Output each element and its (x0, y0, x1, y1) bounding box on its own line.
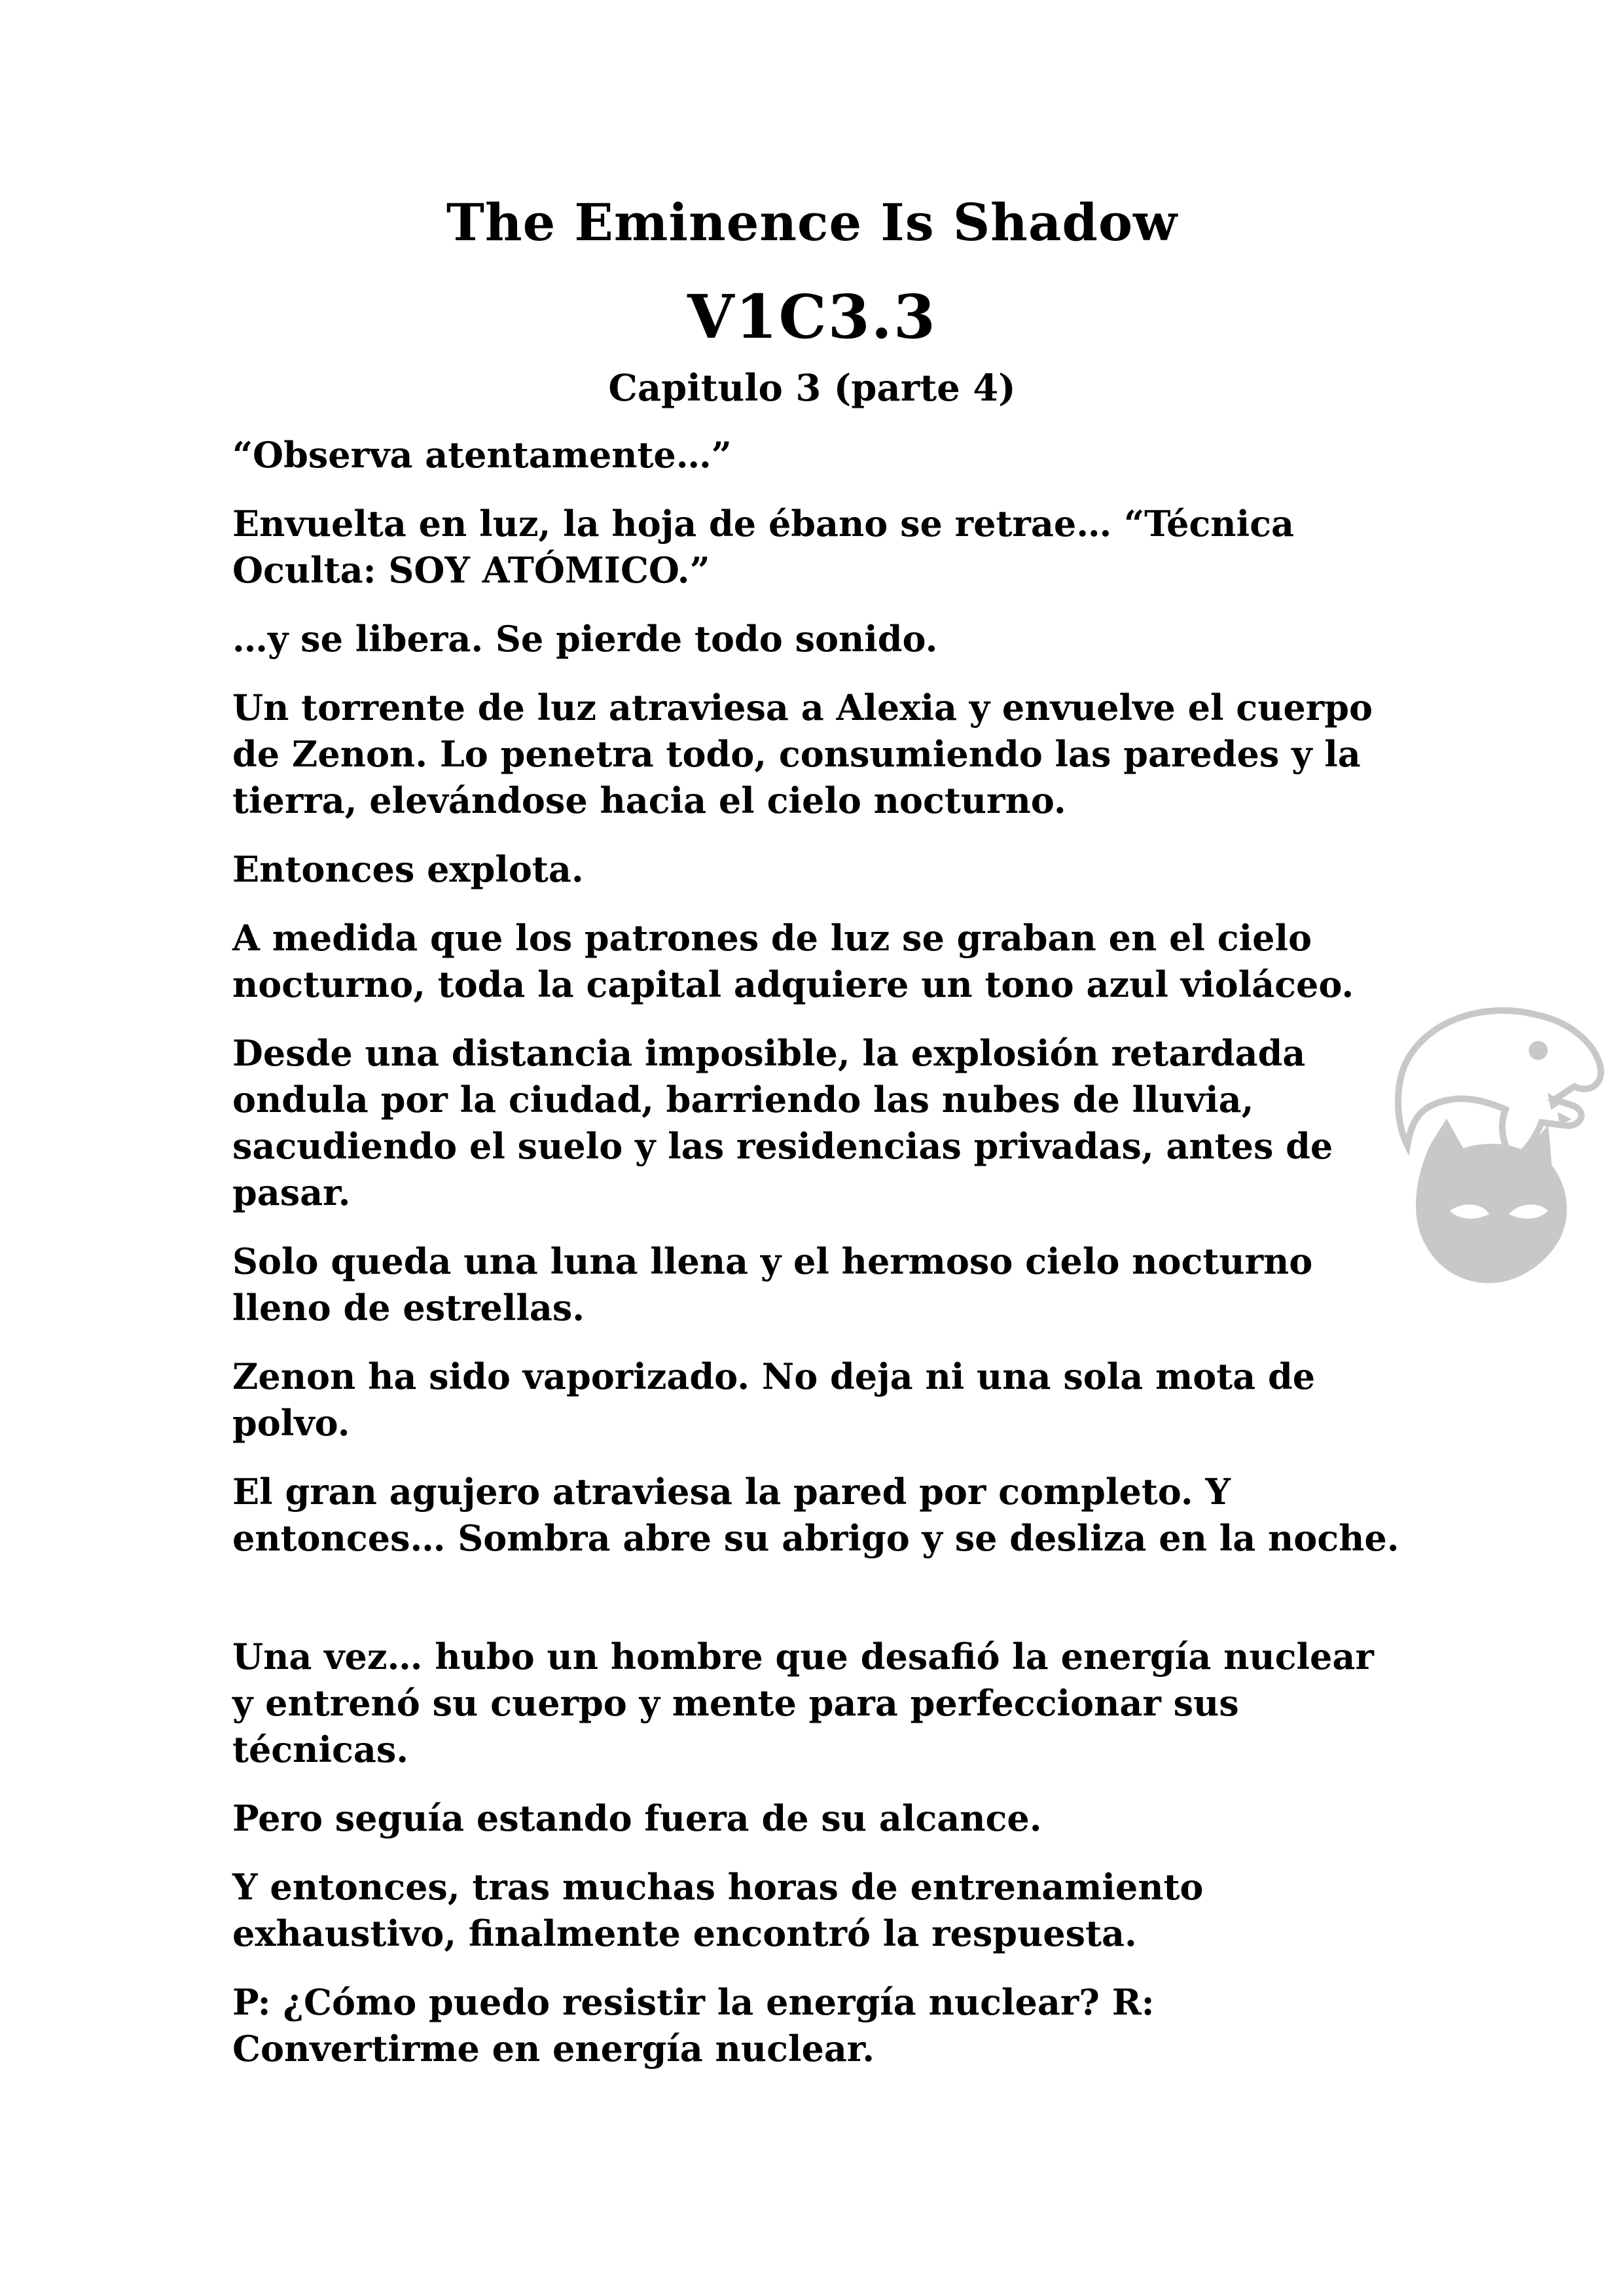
paragraph: El gran agujero atraviesa la pared por completo. Y entonces… Sombra abre su abrigo y se desliza en la noche. (232, 1471, 1399, 1559)
chapter-subtitle: Capitulo 3 (parte 4) (608, 367, 1016, 410)
paragraph: Zenon ha sido vaporizado. No deja ni una sola mota de polvo. (232, 1355, 1316, 1444)
paragraph: Entonces explota. (232, 848, 584, 890)
paragraph: Un torrente de luz atraviesa a Alexia y envuelve el cuerpo de Zenon. Lo penetra todo, consumiendo las paredes y la tierra, elevándose hacia el cielo nocturno. (232, 687, 1373, 821)
paragraph: P: ¿Cómo puedo resistir la energía nuclear? R: Convertirme en energía nuclear. (232, 1981, 1155, 2070)
paragraph: Envuelta en luz, la hoja de ébano se retrae… “Técnica Oculta: SOY ATÓMICO.” (232, 503, 1294, 591)
paragraph: Solo queda una luna llena y el hermoso cielo nocturno lleno de estrellas. (232, 1240, 1313, 1329)
chapter-code: V1C3.3 (687, 281, 937, 352)
paragraph: Una vez… hubo un hombre que desafió la energía nuclear y entrenó su cuerpo y mente para perfeccionar sus técnicas. (232, 1636, 1374, 1770)
document-title: The Eminence Is Shadow (446, 193, 1178, 253)
paragraph: “Observa atentamente…” (232, 434, 732, 476)
document-body (232, 432, 1404, 2094)
paragraph: Y entonces, tras muchas horas de entrenamiento exhaustivo, finalmente encontró la respuesta. (232, 1866, 1204, 1954)
paragraph: A medida que los patrones de luz se graban en el cielo nocturno, toda la capital adquiere un tono azul violáceo. (232, 917, 1354, 1005)
paragraph: Pero seguía estando fuera de su alcance. (232, 1797, 1042, 1839)
paragraph: …y se libera. Se pierde todo sonido. (232, 618, 938, 660)
paragraph: Desde una distancia imposible, la explosión retardada ondula por la ciudad, barriendo las nubes de lluvia, sacudiendo el suelo y las residencias privadas, antes de pasar. (232, 1032, 1333, 1213)
dinosaur-head-logo-icon (1384, 995, 1607, 1289)
